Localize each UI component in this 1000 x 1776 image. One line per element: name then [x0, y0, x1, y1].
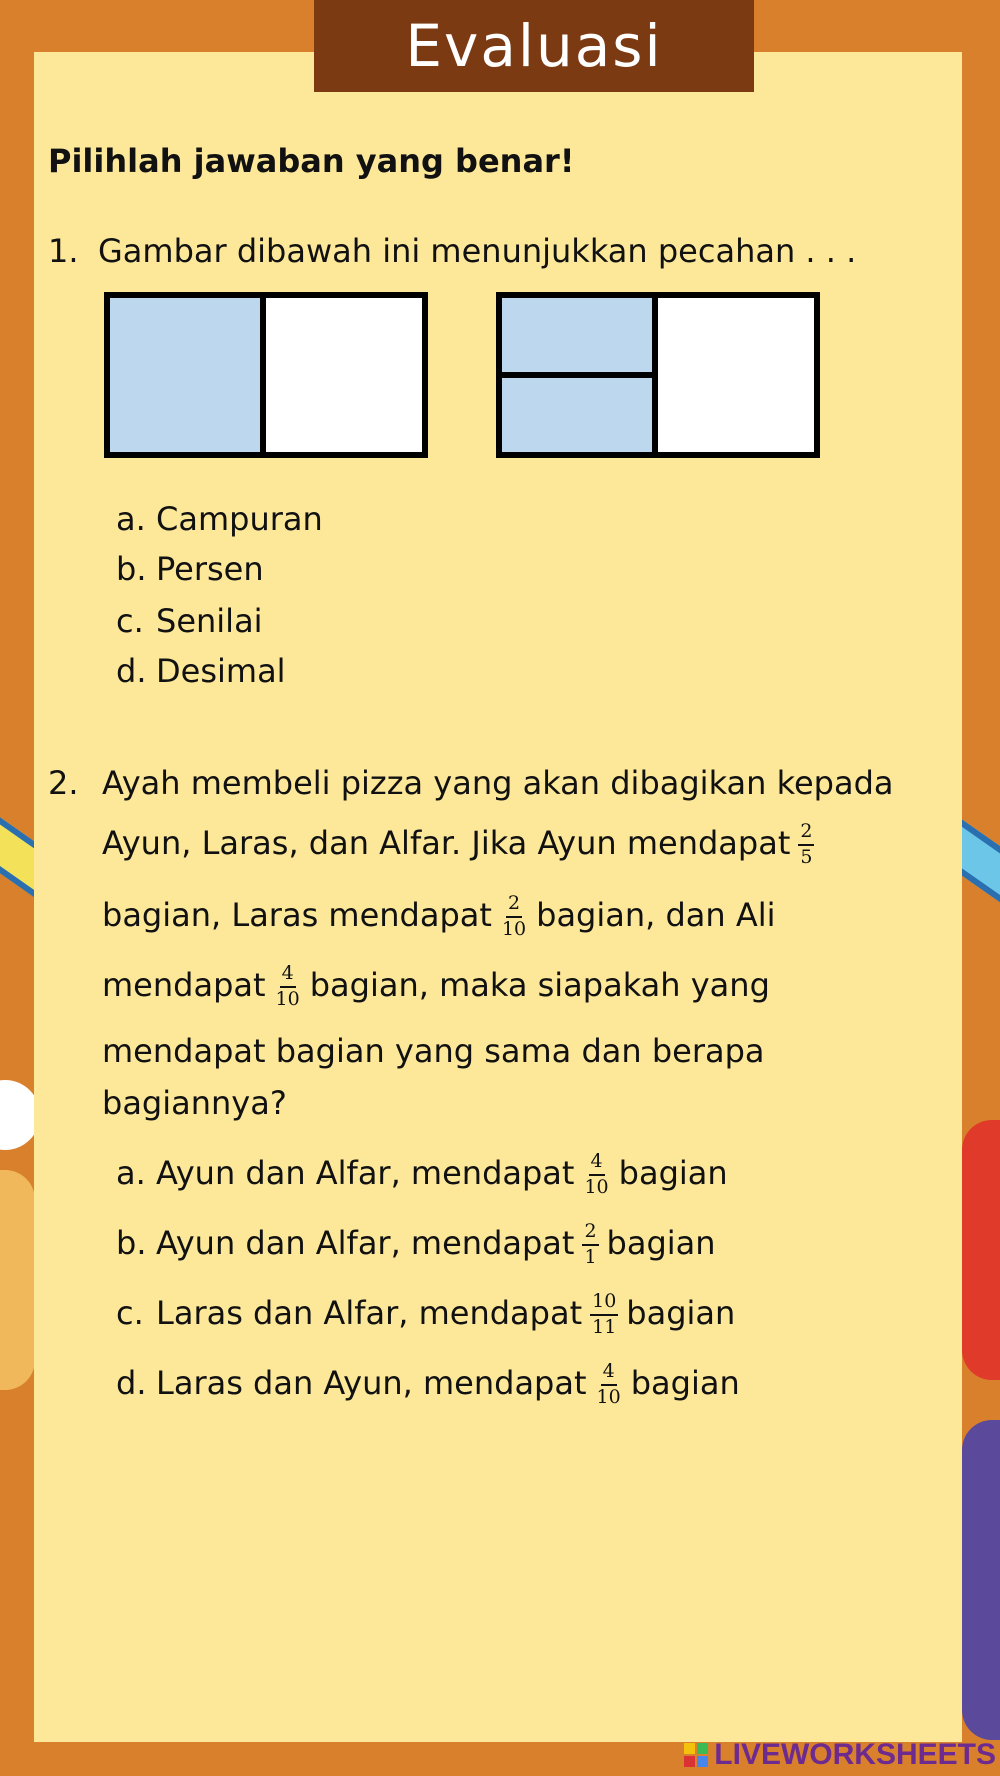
- shaded-half: [110, 298, 266, 452]
- fraction-option-2a: $\frac{4}{10}$: [584, 1150, 609, 1198]
- instruction-text: Pilihlah jawaban yang benar!: [48, 142, 575, 180]
- page-title: Evaluasi: [314, 0, 754, 92]
- option-2b[interactable]: b. Ayun dan Alfar, mendapat $\frac{2}{1}$ bagian: [116, 1220, 716, 1268]
- option-1c[interactable]: c. Senilai: [116, 602, 263, 640]
- question-card: [34, 12, 962, 1742]
- fraction-laras: $\frac{2}{10}$: [501, 892, 527, 940]
- option-2c[interactable]: c. Laras dan Alfar, mendapat $\frac{10}{11}$ bagian: [116, 1290, 736, 1338]
- option-2d[interactable]: d. Laras dan Ayun, mendapat $\frac{4}{10}$ bagian: [116, 1360, 740, 1408]
- question-1: [48, 232, 948, 282]
- question-2-line-3: bagian, Laras mendapat $\frac{2}{10}$ bagian, dan Ali: [102, 892, 776, 940]
- question-2-line-1: Ayah membeli pizza yang akan dibagikan kepada: [102, 764, 894, 802]
- option-1d[interactable]: d. Desimal: [116, 652, 286, 690]
- decor-character-right-lower: [962, 1420, 1000, 1740]
- liveworksheets-logo-icon: [684, 1743, 708, 1767]
- decor-character-right: [962, 1120, 1000, 1380]
- fraction-option-2b: $\frac{2}{1}$: [584, 1220, 597, 1268]
- watermark-text: LIVEWORKSHEETS: [714, 1738, 996, 1771]
- fraction-ayun: $\frac{2}{5}$: [800, 820, 813, 868]
- fraction-ali: $\frac{4}{10}$: [275, 962, 300, 1010]
- question-number: 1.: [48, 232, 79, 270]
- fraction-option-2c: $\frac{10}{11}$: [592, 1290, 617, 1338]
- option-1a[interactable]: a. Campuran: [116, 500, 323, 538]
- shaded-quarter-top: [502, 298, 658, 378]
- option-1b[interactable]: b. Persen: [116, 550, 264, 588]
- question-text: Gambar dibawah ini menunjukkan pecahan . . .: [98, 232, 857, 270]
- option-2a[interactable]: a. Ayun dan Alfar, mendapat $\frac{4}{10}$ bagian: [116, 1150, 728, 1198]
- question-2-line-2: Ayun, Laras, dan Alfar. Jika Ayun mendapat $\frac{2}{5}$: [102, 820, 813, 868]
- liveworksheets-watermark: [684, 1738, 996, 1772]
- fraction-figure-quarters: [496, 292, 820, 458]
- question-2-line-4: mendapat $\frac{4}{10}$ bagian, maka siapakah yang: [102, 962, 770, 1010]
- decor-pizza-left: [0, 1170, 35, 1390]
- question-2-number: 2.: [48, 764, 79, 802]
- fraction-option-2d: $\frac{4}{10}$: [596, 1360, 621, 1408]
- shaded-quarter-bottom: [502, 378, 658, 452]
- question-2-line-6: bagiannya?: [102, 1084, 287, 1122]
- fraction-figure-halves: [104, 292, 428, 458]
- question-2-line-5: mendapat bagian yang sama dan berapa: [102, 1032, 765, 1070]
